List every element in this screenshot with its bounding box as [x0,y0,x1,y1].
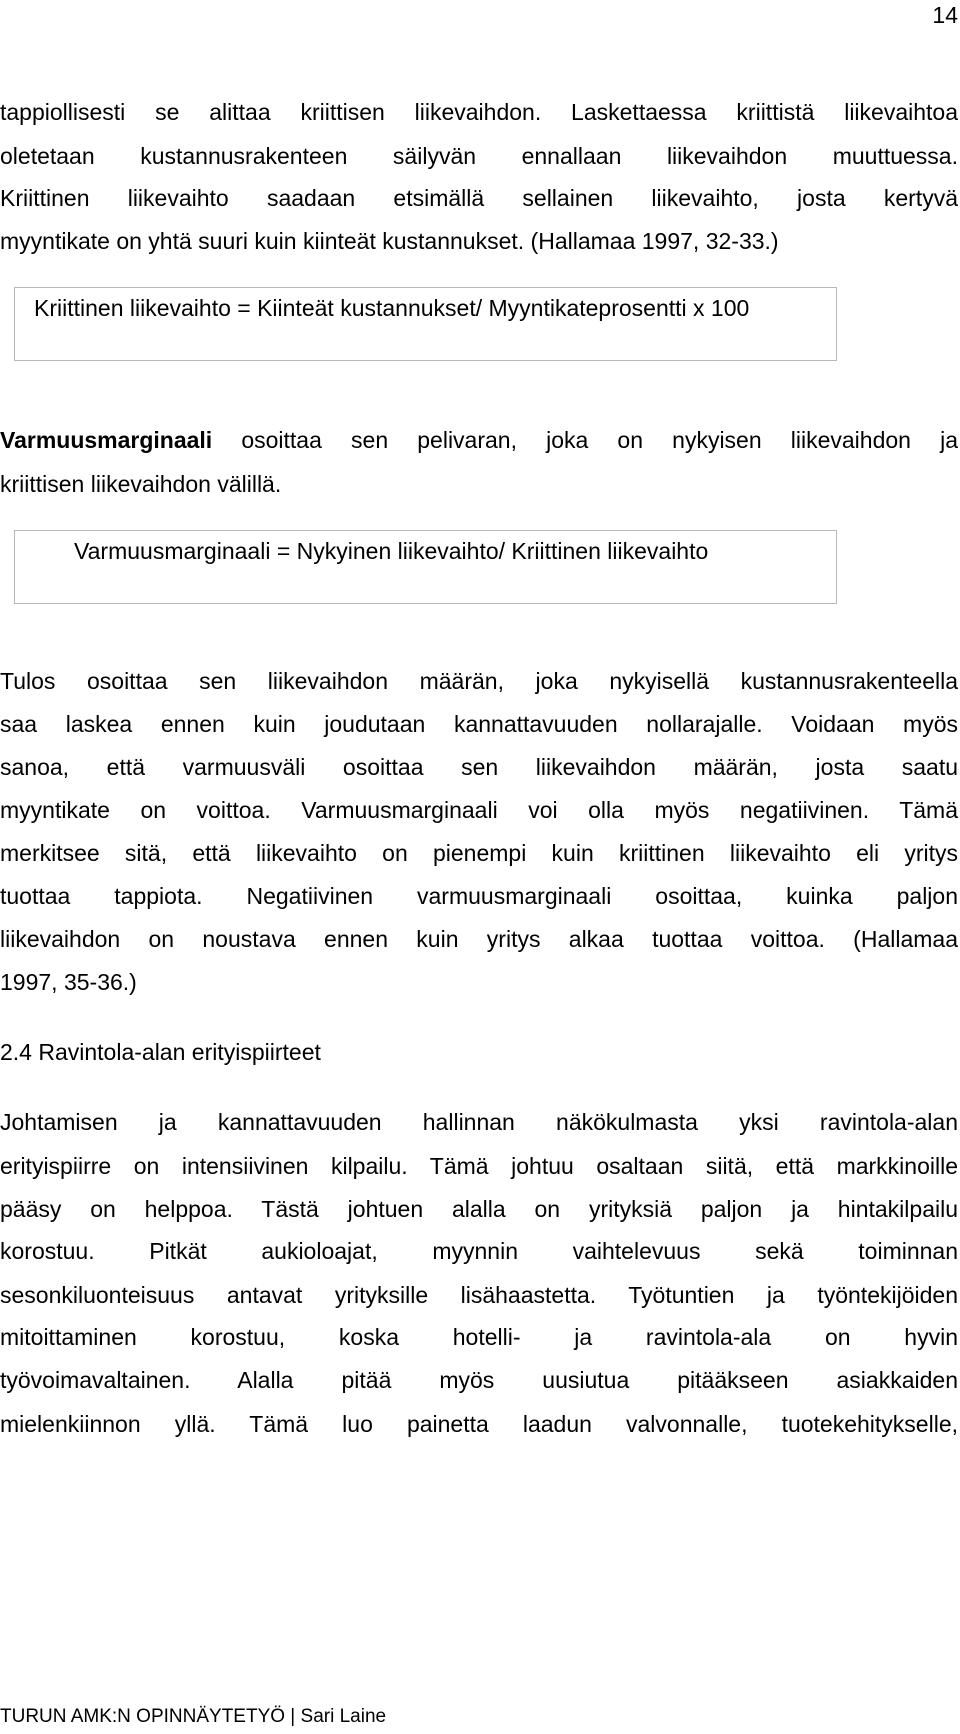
paragraph-line: saa laskea ennen kuin joudutaan kannattavuuden nollarajalle. Voidaan myös [0,711,958,737]
paragraph-line: pääsy on helppoa. Tästä johtuen alalla on yrityksiä paljon ja hintakilpailu [0,1196,958,1222]
paragraph-line-text: osoittaa sen pelivaran, joka on nykyisen liikevaihdon ja [212,427,958,453]
paragraph-line: mitoittaminen korostuu, koska hotelli- ja ravintola-ala on hyvin [0,1324,958,1350]
paragraph-line: sesonkiluonteisuus antavat yrityksille lisähaastetta. Työtuntien ja työntekijöiden [0,1282,958,1308]
term-varmuusmarginaali: Varmuusmarginaali [0,427,213,453]
paragraph-line: kriittisen liikevaihdon välillä. [0,471,282,497]
formula-critical-revenue: Kriittinen liikevaihto = Kiinteät kustannukset/ Myyntikateprosentti x 100 [34,295,750,321]
paragraph-line: mielenkiinnon yllä. Tämä luo painetta laadun valvonnalle, tuotekehitykselle, [0,1411,958,1437]
paragraph-line: Kriittinen liikevaihto saadaan etsimällä sellainen liikevaihto, josta kertyvä [0,185,958,211]
formula-safety-margin: Varmuusmarginaali = Nykyinen liikevaihto/ Kriittinen liikevaihto [74,538,709,564]
paragraph-line: Johtamisen ja kannattavuuden hallinnan näkökulmasta yksi ravintola-alan [0,1109,958,1135]
paragraph-line: tuottaa tappiota. Negatiivinen varmuusmarginaali osoittaa, kuinka paljon [0,883,958,909]
paragraph-line: oletetaan kustannusrakenteen säilyvän ennallaan liikevaihdon muuttuessa. [0,143,958,169]
paragraph-line: merkitsee sitä, että liikevaihto on pienempi kuin kriittinen liikevaihto eli yritys [0,840,958,866]
section-heading: 2.4 Ravintola-alan erityispiirteet [0,1039,321,1065]
paragraph-line: tappiollisesti se alittaa kriittisen liikevaihdon. Laskettaessa kriittistä liikevaihtoa [0,99,958,125]
paragraph-line: erityispiirre on intensiivinen kilpailu. Tämä johtuu osaltaan siitä, että markkinoille [0,1153,958,1179]
paragraph-line: myyntikate on voittoa. Varmuusmarginaali voi olla myös negatiivinen. Tämä [0,797,958,823]
paragraph-line: 1997, 35-36.) [0,969,137,995]
paragraph-line: myyntikate on yhtä suuri kuin kiinteät kustannukset. (Hallamaa 1997, 32-33.) [0,228,779,254]
page-number: 14 [932,2,958,28]
paragraph-line: työvoimavaltainen. Alalla pitää myös uusiutua pitääkseen asiakkaiden [0,1367,958,1393]
paragraph-line: Tulos osoittaa sen liikevaihdon määrän, joka nykyisellä kustannusrakenteella [0,668,958,694]
paragraph-line: korostuu. Pitkät aukioloajat, myynnin vaihtelevuus sekä toiminnan [0,1238,958,1264]
paragraph-line [0,425,958,455]
paragraph-line: sanoa, että varmuusväli osoittaa sen liikevaihdon määrän, josta saatu [0,754,958,780]
page-footer: TURUN AMK:N OPINNÄYTETYÖ | Sari Laine [0,1706,387,1727]
paragraph-line: liikevaihdon on noustava ennen kuin yritys alkaa tuottaa voittoa. (Hallamaa [0,926,958,952]
